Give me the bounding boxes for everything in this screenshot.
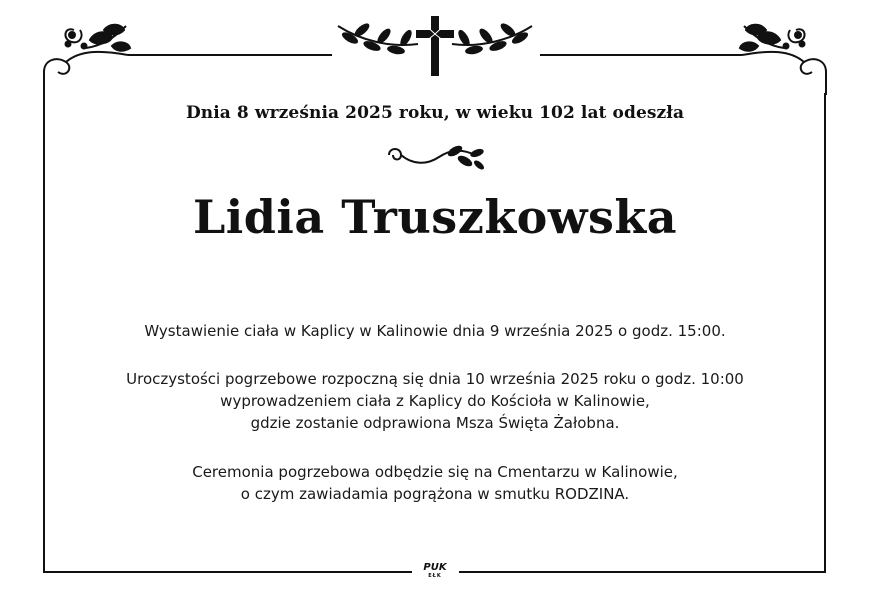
logo-sub: EŁK <box>428 573 442 579</box>
text-line: Ceremonia pogrzebowa odbędzie się na Cmentarzu w Kalinowie, <box>192 463 678 481</box>
death-date-header: Dnia 8 września 2025 roku, w wieku 102 lat odeszła <box>185 103 685 123</box>
paragraph-viewing <box>0 320 870 342</box>
text-line: Wystawienie ciała w Kaplicy w Kalinowie dnia 9 września 2025 o godz. 15:00. <box>144 322 726 340</box>
paragraph-burial <box>0 461 870 505</box>
right-floral-scroll-icon <box>740 25 826 95</box>
logo-main: PUK <box>423 562 447 573</box>
paragraph-ceremony <box>0 368 870 434</box>
puk-logo <box>414 563 456 579</box>
text-line: wyprowadzeniem ciała z Kaplicy do Kościoła w Kalinowie, <box>220 392 650 410</box>
left-floral-scroll-icon <box>44 25 130 95</box>
cross-with-olive-branches-icon <box>338 16 532 76</box>
frame-bottom-border-left <box>43 571 412 573</box>
deceased-name: Lidia Truszkowska <box>192 190 678 244</box>
text-line: gdzie zostanie odprawiona Msza Święta Żałobna. <box>250 414 620 432</box>
text-line: Uroczystości pogrzebowe rozpoczną się dnia 10 września 2025 roku o godz. 10:00 <box>126 370 744 388</box>
leaf-branch-divider-icon <box>383 141 487 175</box>
frame-bottom-border-right <box>459 571 826 573</box>
top-ornament <box>0 0 870 100</box>
text-line: o czym zawiadamia pogrążona w smutku RODZINA. <box>240 485 630 503</box>
